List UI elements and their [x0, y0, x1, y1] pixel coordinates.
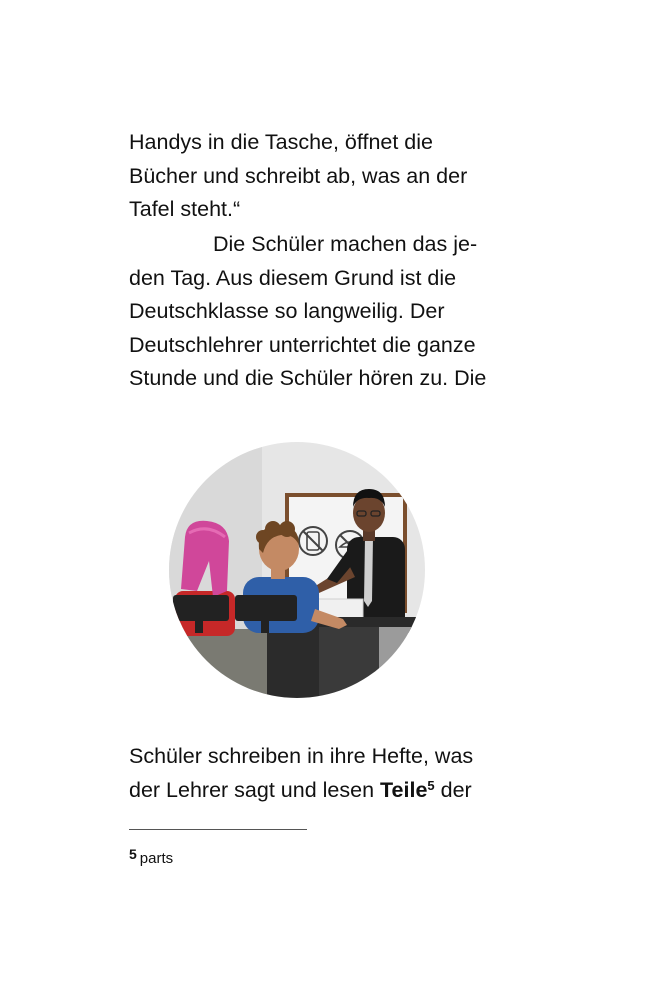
- text-line: Handys in die Tasche, öffnet die: [129, 130, 433, 154]
- text-line: Schüler schreiben in ihre Hefte, was: [129, 744, 474, 768]
- footnote-reference[interactable]: 5: [427, 777, 435, 793]
- paragraph-3: [129, 740, 529, 807]
- text-line: Deutschklasse so langweilig. Der: [129, 299, 445, 324]
- footnote-number: 5: [129, 846, 137, 862]
- footnote-divider: [129, 829, 307, 830]
- paragraph-2: [129, 228, 529, 396]
- text-line: Stunde und die Schüler hören zu. Die: [129, 366, 487, 391]
- text-line: den Tag. Aus diesem Grund ist die: [129, 265, 457, 290]
- classroom-illustration: [167, 441, 427, 699]
- text-line: Die Schüler machen das je-: [213, 232, 478, 256]
- text-segment: der: [434, 777, 472, 802]
- paragraph-1: [129, 126, 529, 227]
- text-line: Bücher und schreibt ab, was an der: [129, 163, 468, 188]
- footnote-text: parts: [139, 850, 174, 867]
- text-segment: der Lehrer sagt und lesen: [129, 777, 380, 802]
- text-line: [129, 774, 529, 808]
- footnote: [129, 846, 173, 867]
- glossary-term: Teile: [380, 777, 428, 802]
- text-line: Tafel steht.“: [129, 197, 241, 222]
- text-line: Deutschlehrer unterrichtet die ganze: [129, 332, 476, 357]
